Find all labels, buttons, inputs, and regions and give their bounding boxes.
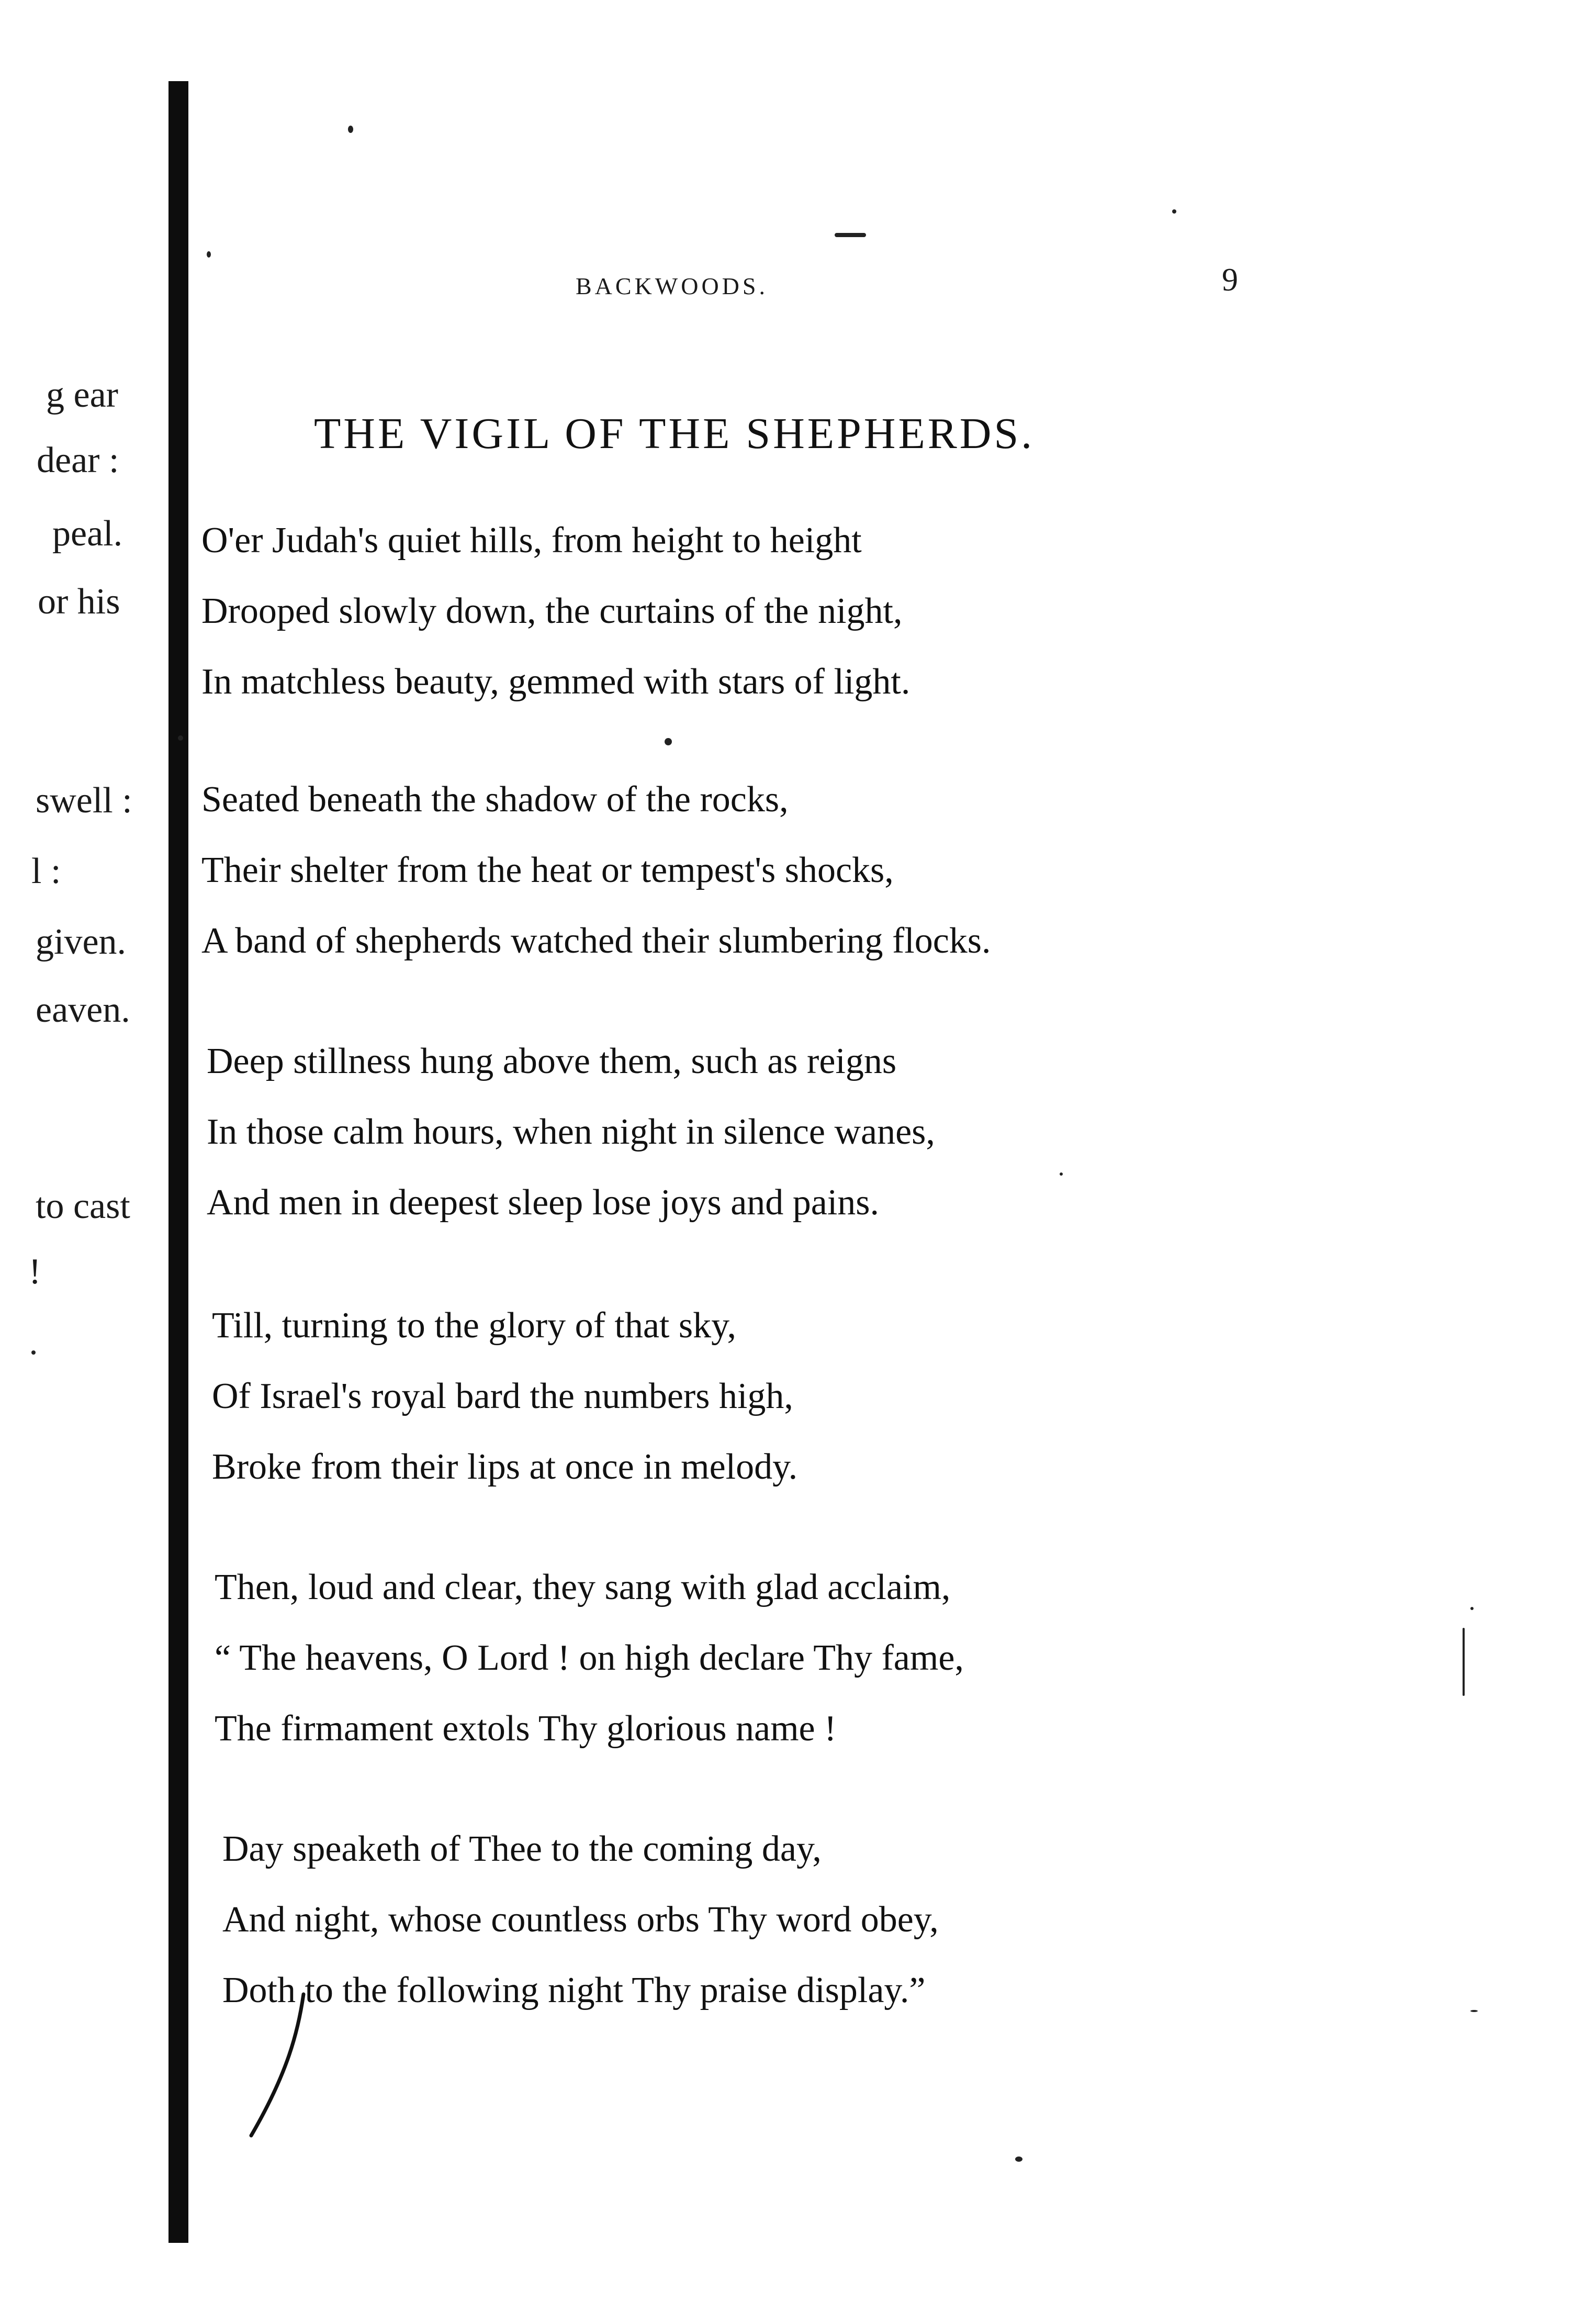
scan-speck <box>1060 1172 1063 1176</box>
poem-line: A band of shepherds watched their slumbering flocks. <box>201 921 991 961</box>
stanza-1 <box>201 505 910 717</box>
scan-speck <box>665 738 672 745</box>
poem-line: And men in deepest sleep lose joys and pains. <box>207 1182 880 1223</box>
facing-page-fragment: given. <box>36 922 127 962</box>
poem-line: The firmament extols Thy glorious name ! <box>215 1708 837 1749</box>
poem-line: In matchless beauty, gemmed with stars of light. <box>201 662 911 702</box>
poem-line: And night, whose countless orbs Thy word obey, <box>222 1900 939 1940</box>
scan-speck <box>1463 1628 1465 1696</box>
poem-line: In those calm hours, when night in silence wanes, <box>207 1112 935 1152</box>
poem-line: Broke from their lips at once in melody. <box>212 1447 798 1487</box>
scan-speck <box>1470 1607 1474 1610</box>
stanza-3 <box>207 1026 935 1238</box>
poem-line: Of Israel's royal bard the numbers high, <box>212 1376 793 1416</box>
binding-gutter-bar <box>168 81 188 2243</box>
poem-line: Seated beneath the shadow of the rocks, <box>201 779 789 820</box>
scan-speck <box>1172 209 1176 214</box>
facing-page-fragment: peal. <box>52 513 123 554</box>
running-head: BACKWOODS. <box>576 273 768 299</box>
scan-speck <box>348 126 353 133</box>
poem-line: Their shelter from the heat or tempest's shocks, <box>201 850 894 890</box>
facing-page-fragment: to cast <box>36 1186 130 1226</box>
poem-line: O'er Judah's quiet hills, from height to height <box>201 520 862 561</box>
scan-speck <box>1470 2010 1478 2012</box>
poem-title: THE VIGIL OF THE SHEPHERDS. <box>314 409 1035 458</box>
poem-line: Deep stillness hung above them, such as reigns <box>207 1041 897 1081</box>
scan-speck <box>31 1350 36 1355</box>
facing-page-fragment: l : <box>31 851 61 891</box>
facing-page-fragment: ! <box>29 1252 41 1292</box>
poem-line: Then, loud and clear, they sang with glad acclaim, <box>215 1567 951 1607</box>
page-number: 9 <box>1222 262 1238 298</box>
stanza-4 <box>212 1290 797 1502</box>
poem-line: Drooped slowly down, the curtains of the night, <box>201 591 903 631</box>
pen-mark <box>241 1989 335 2146</box>
scan-speck <box>1015 2157 1022 2162</box>
poem-line: Day speaketh of Thee to the coming day, <box>222 1829 822 1869</box>
poem-line: “ The heavens, O Lord ! on high declare Thy fame, <box>215 1638 964 1678</box>
facing-page-fragment: swell : <box>36 780 132 821</box>
facing-page-fragment: or his <box>38 582 120 622</box>
facing-page-fragment: g ear <box>46 375 118 415</box>
poem-line: Doth to the following night Thy praise display.” <box>222 1970 926 2010</box>
scan-speck <box>207 251 211 258</box>
stanza-5 <box>215 1552 964 1764</box>
poem-line: Till, turning to the glory of that sky, <box>212 1305 737 1346</box>
scan-speck <box>178 735 183 741</box>
scan-speck <box>835 233 866 237</box>
stanza-2 <box>201 764 991 976</box>
facing-page-fragment: eaven. <box>36 990 130 1030</box>
facing-page-fragment: dear : <box>37 440 119 481</box>
